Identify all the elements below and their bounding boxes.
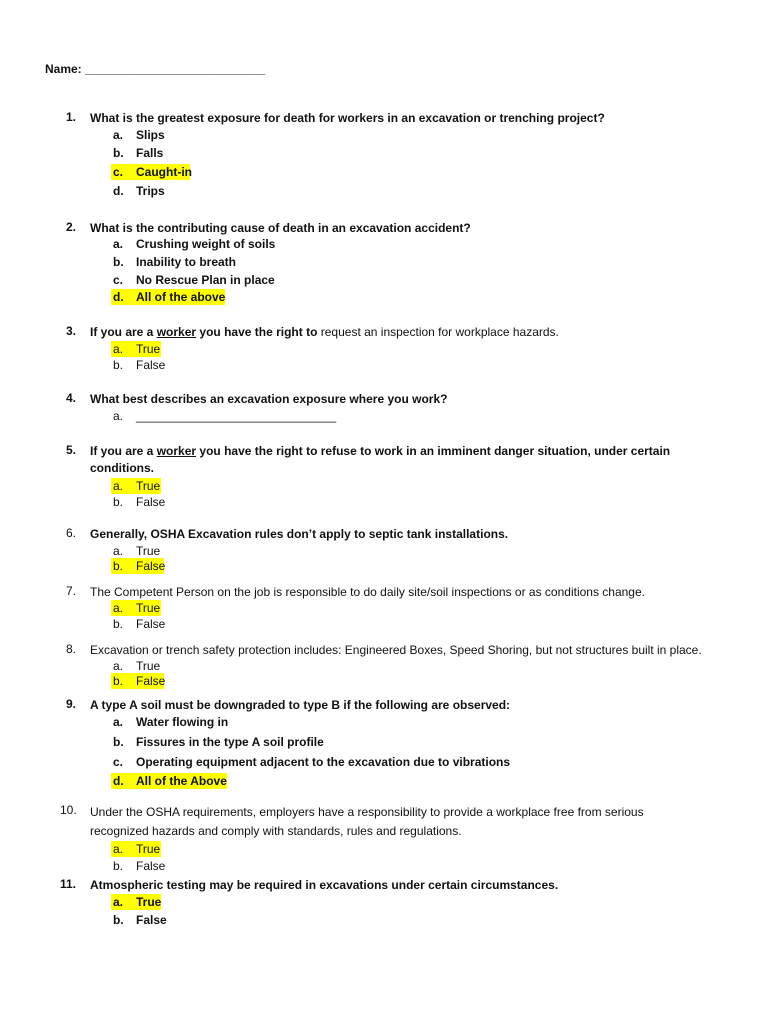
- question-text: What is the greatest exposure for death for workers in an excavation or trenching project?: [90, 111, 605, 125]
- quiz-page: Name: ___________________________ 1. What is the greatest exposure for death for workers in an excavation or trenching project? a. Slips b. Falls c. Caught-in d. Trips 2. What is the contributing cause of death in an excavation accident? a. Crushing weight of soils b. Inability to breath c. No Rescue Plan in place d. All of the above 3. If you are a worker you have the right to request an inspection for workplace hazards. a. True b. False 4. What best describes an excavation exposure where you work? a. ______________________________ 5. If you are a worker you have the right to refuse to work in an imminent danger situation, under certain conditions. a. True b. False 6. Generally, OSHA Excavation rules don’t apply to septic tank installations. a. True b. False 7. The Competent Person on the job is responsible to do daily site/soil inspections or as conditions change. a. True b. False 8. Excavation or trench safety protection includes: Engineered Boxes, Speed Shoring, but not structures built in place. a. True b. False 9. A type A soil must be downgraded to type B if the following are observed: a. Water flowing in b. Fissures in the type A soil profile c. Operating equipment adjacent to the excavation due to vibrations d. All of the Above 10. Under the OSHA requirements, employers have a responsibility to provide a workplace free from serious recognized hazards and comply with standards, rules and regulations. a. True b. False 11. Atmospheric testing may be required in excavations under certain circumstances. a. True b. False: [0, 0, 768, 1024]
- question-number: 6.: [66, 526, 77, 540]
- question-number: 2.: [66, 220, 77, 234]
- question-number: 5.: [66, 443, 77, 457]
- question-text: If you are a worker you have the right to refuse to work in an imminent danger situation, under certain conditions.: [90, 444, 671, 475]
- question-number: 3.: [66, 324, 77, 338]
- question-text: A type A soil must be downgraded to type B if the following are observed:: [90, 698, 511, 712]
- question-text: Generally, OSHA Excavation rules don’t apply to septic tank installations.: [90, 527, 509, 541]
- question-text: Excavation or trench safety protection includes: Engineered Boxes, Speed Shoring, but not structures built in place.: [90, 643, 702, 657]
- question-number: 1.: [66, 110, 77, 124]
- question-text: The Competent Person on the job is responsible to do daily site/soil inspections or as conditions change.: [90, 585, 645, 599]
- question-text: What is the contributing cause of death in an excavation accident?: [90, 221, 471, 235]
- question-number: 11.: [60, 877, 77, 891]
- question-number: 7.: [66, 584, 77, 598]
- question-text: Atmospheric testing may be required in excavations under certain circumstances.: [90, 878, 559, 892]
- question-number: 8.: [66, 642, 77, 656]
- question-number: 9.: [66, 697, 77, 711]
- question-text: What best describes an excavation exposure where you work?: [90, 392, 448, 406]
- question-text: If you are a worker you have the right to request an inspection for workplace hazards.: [90, 325, 559, 339]
- question-text: Under the OSHA requirements, employers have a responsibility to provide a workplace free from serious recognized hazards and comply with standards, rules and regulations.: [90, 805, 644, 838]
- question-number: 4.: [66, 391, 77, 405]
- question-number: 10.: [60, 803, 77, 817]
- name-field-label: Name: ___________________________: [45, 62, 266, 76]
